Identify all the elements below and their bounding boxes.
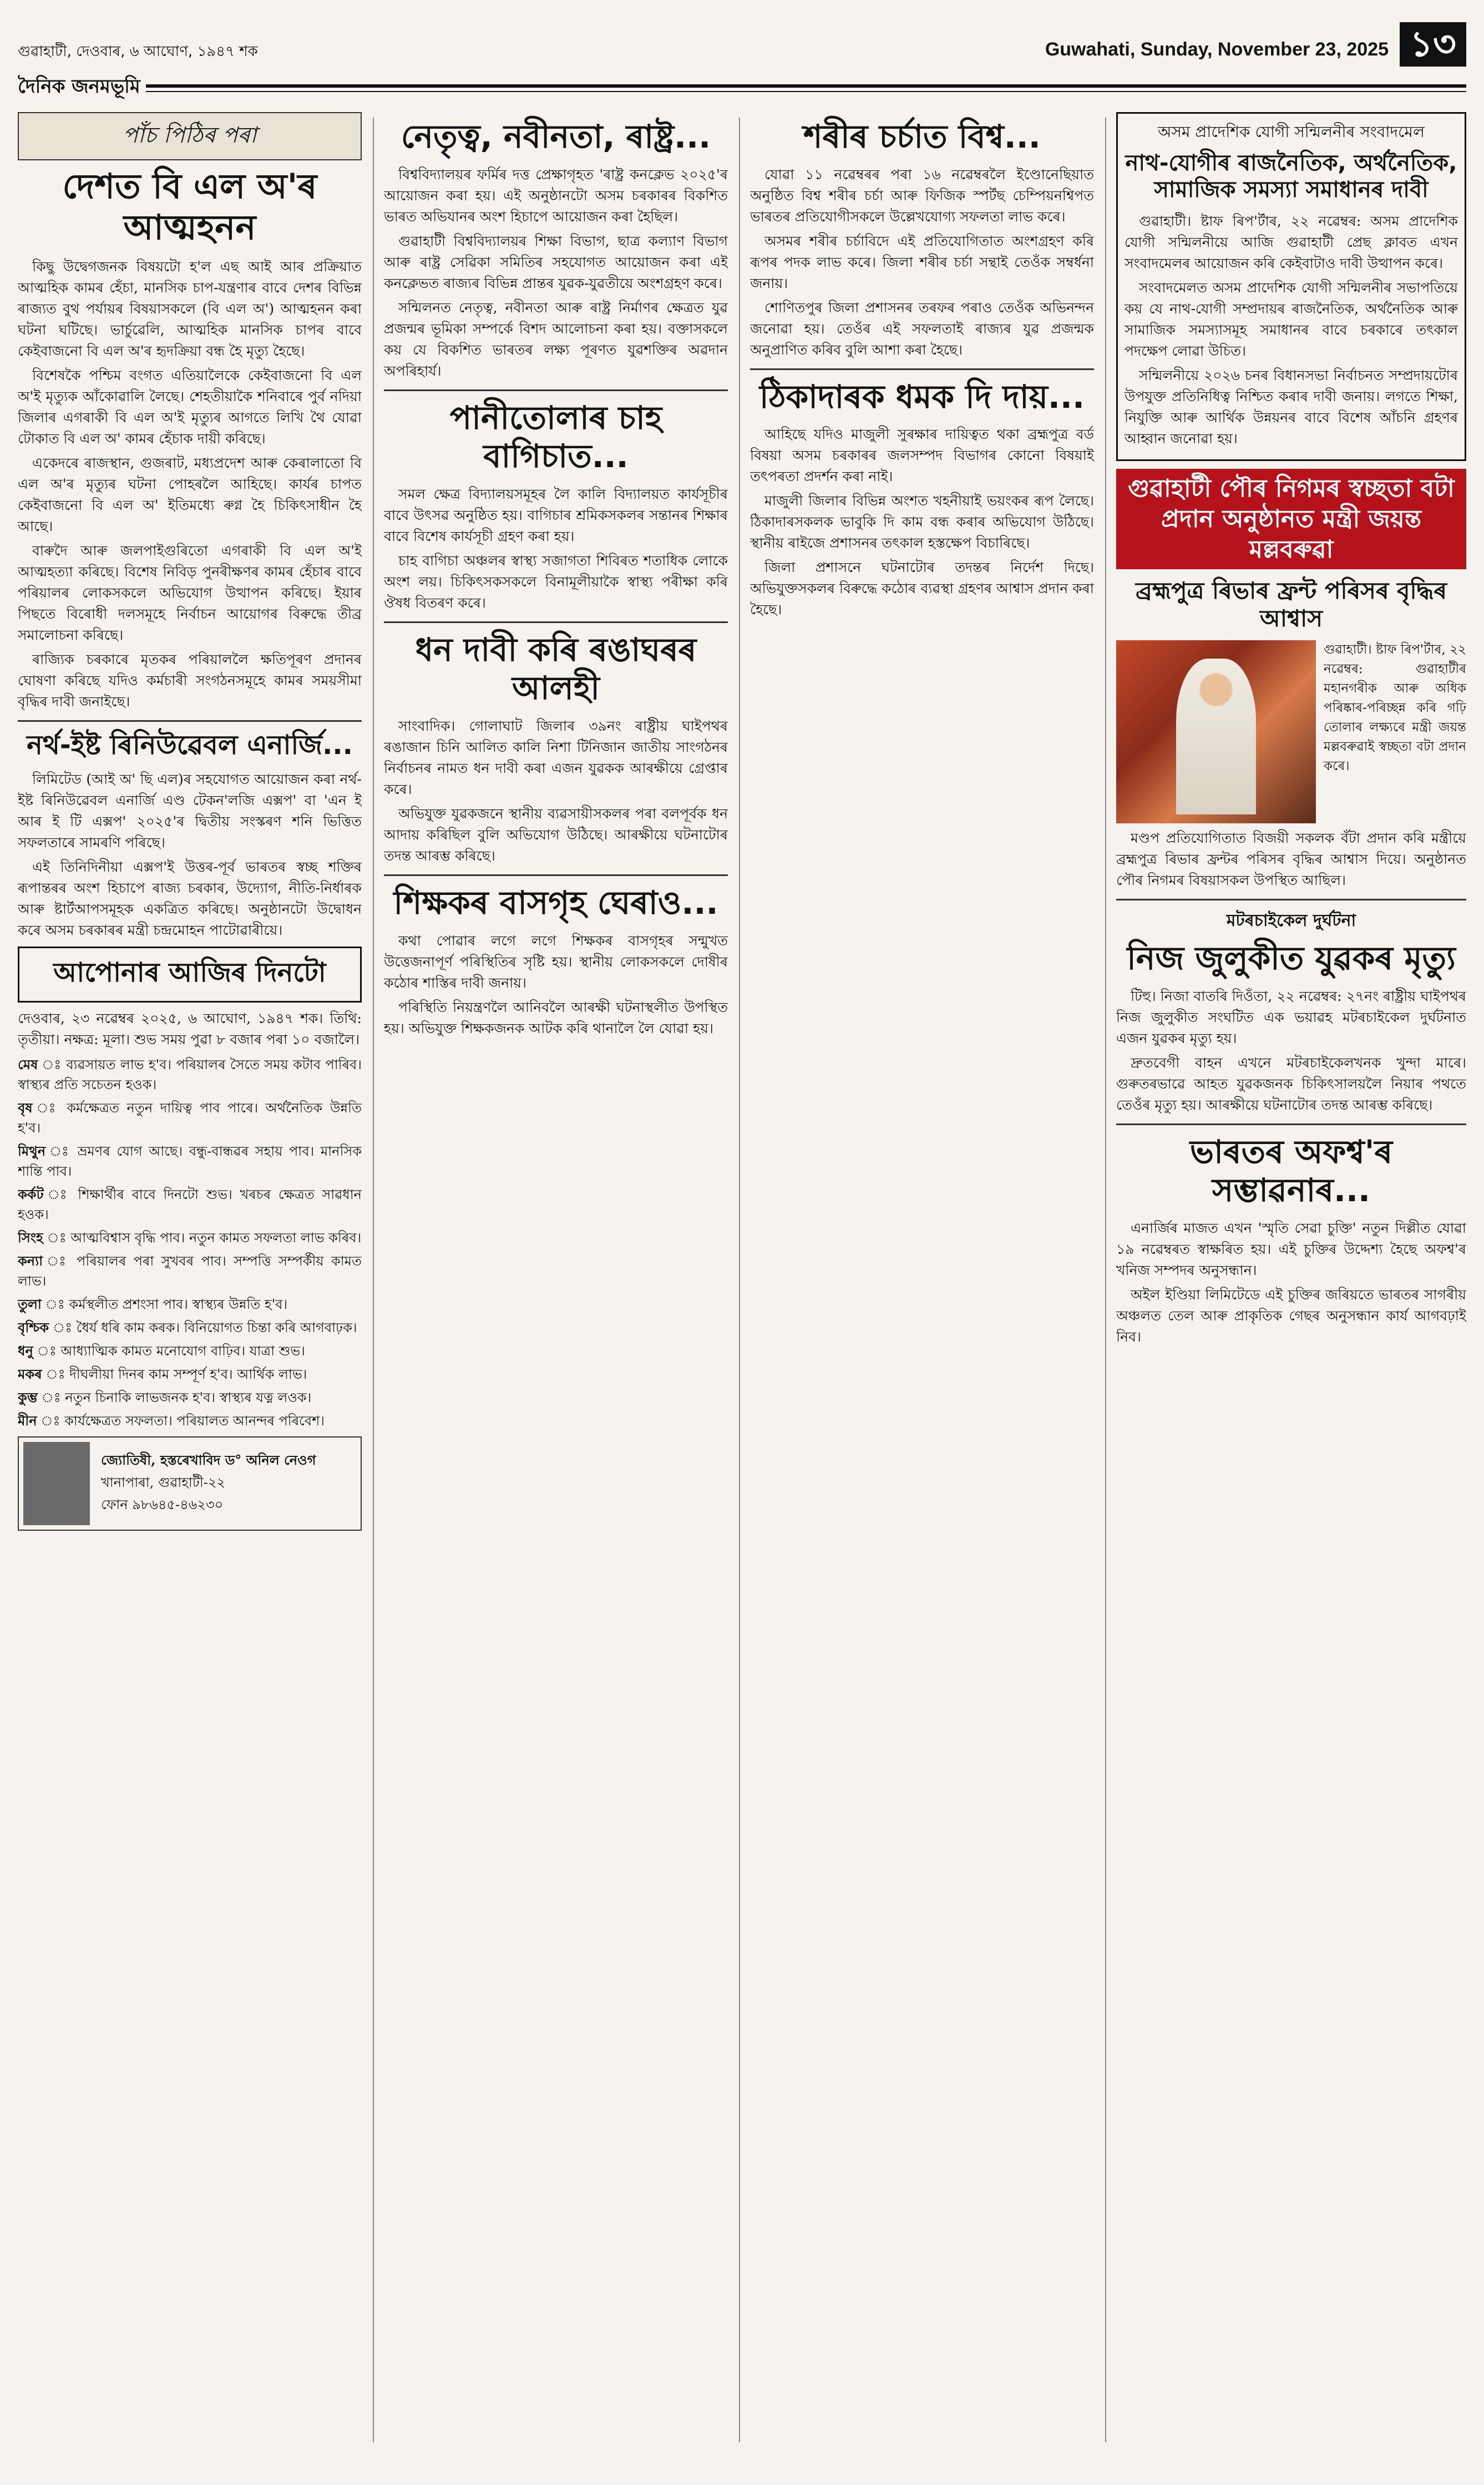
sign-text: ভ্ৰমণৰ যোগ আছে। বন্ধু-বান্ধৱৰ সহায় পাব। মানসিক শান্তি পাব। [18,1143,362,1180]
sign-name: মকৰ [18,1367,42,1383]
paragraph: ৰাজ্যিক চৰকাৰে মৃতকৰ পৰিয়াললৈ ক্ষতিপূৰণ প্ৰদানৰ ঘোষণা কৰিছে যদিও কৰ্মচাৰী সংগঠনসমূহে কামৰ সময়সীমা বৃদ্ধিৰ দাবী জনাইছে। [18,651,362,710]
sign-name: মীন [18,1413,37,1429]
page-number: ১৩ [1400,22,1466,67]
article-renewable-expo [18,769,362,941]
divider [384,874,728,876]
article-offshore [1116,1218,1466,1348]
paragraph: গুৱাহাটী। ষ্টাফ ৰিপ'ৰ্টাৰ, ২২ নৱেম্বৰ: অসম প্ৰাদেশিক যোগী সন্মিলনীয়ে আজি গুৱাহাটী প্ৰেছ ক্লাবত এখন সংবাদমেলৰ আয়োজন কৰি কেইবাটাও দাবী উত্থাপন কৰে। [1125,212,1458,271]
article-leadership [384,164,728,382]
astrologer-place: খানাপাৰা, গুৱাহাটী-২২ [101,1475,226,1491]
paragraph: এনাৰ্জিৰ মাজত এখন 'স্মৃতি সেৱা চুক্তি' নতুন দিল্লীত যোৱা ১৯ নৱেম্বৰত স্বাক্ষৰিত হয়। এই চুক্তিৰ উদ্দেশ্য হৈছে অফশ্ব'ৰ খনিজ সম্পদৰ অনুসন্ধান। [1116,1219,1466,1278]
horoscope-sign: বৃশ্চিক ঃ ধৈৰ্য ধৰি কাম কৰক। বিনিয়োগত চিন্তা কৰি আগবাঢ়ক। [18,1320,357,1336]
paragraph: বিশ্ববিদ্যালয়ৰ ফৰ্মিৰ দত্ত প্ৰেক্ষাগৃহত 'ৰাষ্ট্ৰ কনক্লেভ ২০২৫'ৰ আয়োজন কৰা হয়। এই অনুষ্ঠানটো অসম চৰকাৰৰ বিকশিত ভাৰত অভিযানৰ অংশ হিচাপে আয়োজন কৰা হৈছিল। [384,166,728,225]
headline-leadership: নেতৃত্ব, নবীনতা, ৰাষ্ট্ৰ... [401,118,711,155]
divider [18,720,362,722]
paragraph: চাহ বাগিচা অঞ্চলৰ স্বাস্থ্য সজাগতা শিবিৰত শতাধিক লোকে অংশ লয়। চিকিৎসকসকলে বিনামূলীয়াকৈ স্বাস্থ্য পৰীক্ষা কৰি ঔষধ বিতৰণ কৰে। [384,552,728,611]
headline-extortion: ধন দাবী কৰি ৰঙাঘৰৰ আলহী [415,630,697,707]
masthead [18,18,1466,107]
paragraph: লিমিটেড (আই অ' ছি এল)ৰ সহযোগত আয়োজন কৰা নৰ্থ-ইষ্ট ৰিনিউৱেবল এনাৰ্জি এণ্ড টেকন'লজি এক্সপ' বা 'এন ই আৰ ই টি এক্সপ' ২০২৫'ৰ দ্বিতীয় সংস্কৰণ শনি ভিত্তিত সফলতাৰে সামৰণি পৰিছে। [18,771,362,851]
column-4 [1116,112,1466,2448]
horoscope-sign: তুলা ঃ কৰ্মস্থলীত প্ৰশংসা পাব। স্বাস্থ্যৰ উন্নতি হ'ব। [18,1297,288,1313]
divider [1116,1123,1466,1125]
column-separator [739,118,740,2442]
headline-teacher-gherao: শিক্ষকৰ বাসগৃহ ঘেৰাও... [393,883,718,922]
paragraph: অভিযুক্ত যুৱকজনে স্থানীয় ব্যৱসায়ীসকলৰ পৰা বলপূৰ্বক ধন আদায় কৰিছিল বুলি অভিযোগ উঠিছে। আৰক্ষীয়ে ঘটনাটোৰ তদন্ত আৰম্ভ কৰিছে। [384,805,728,864]
paragraph: এই তিনিদিনীয়া এক্সপ'ই উত্তৰ-পূৰ্ব ভাৰতৰ স্বচ্ছ শক্তিৰ ৰূপান্তৰৰ অংশ হিচাপে ৰাজ্য চৰকাৰ, উদ্যোগ, নীতি-নিৰ্ধাৰক আৰু ষ্টাৰ্টআপসমূহক একত্ৰিত কৰিছে। অনুষ্ঠানটো উদ্বোধন কৰে অসম চৰকাৰৰ মন্ত্ৰী চন্দ্ৰমোহন পাটোৱাৰীয়ে। [18,859,362,939]
horoscope-sign: মিথুন ঃ ভ্ৰমণৰ যোগ আছে। বন্ধু-বান্ধৱৰ সহায় পাব। মানসিক শান্তি পাব। [18,1143,362,1180]
paragraph: সংবাদমেলত অসম প্ৰাদেশিক যোগী সন্মিলনীৰ সভাপতিয়ে কয় যে নাথ-যোগী সম্প্ৰদায়ৰ ৰাজনৈতিক, অৰ্থনৈতিক আৰু সামাজিক সমস্যাসমূহ সমাধানৰ বাবে চৰকাৰে তৎকাল পদক্ষেপ লোৱা উচিত। [1125,279,1458,359]
paragraph: বিশেষকৈ পশ্চিম বংগত এতিয়ালৈকে কেইবাজনো বি এল অ'ই মৃত্যুক আঁকোৱালি লৈছে। শেহতীয়াকৈ শনিবাৰে পুৰ্ব নদিয়া জিলাৰ এগৰাকী বি এল অ'ই মৃত্যুৰ আগতে লিখি থৈ যোৱা টোকাত বি এল অ' কামৰ হেঁচাক দায়ী কৰিছে। [18,367,362,447]
column-2 [384,112,728,2448]
paragraph: শোণিতপুৰ জিলা প্ৰশাসনৰ তৰফৰ পৰাও তেওঁক অভিনন্দন জনোৱা হয়। তেওঁৰ এই সফলতাই ৰাজ্যৰ যুৱ প্ৰজন্মক অনুপ্ৰাণিত কৰিব বুলি আশা কৰা হৈছে। [750,299,1094,358]
sign-name: কুম্ভ [18,1390,38,1406]
astrologer-phone: ফোন ৯৮৬৪৫-৪৬২৩০ [101,1497,224,1513]
dateline-right: Guwahati, Sunday, November 23, 2025 [1045,39,1389,60]
horoscope-sign: ধনু ঃ আধ্যাত্মিক কামত মনোযোগ বাঢ়িব। যাত্ৰা শুভ। [18,1343,305,1359]
sign-name: মিথুন [18,1143,46,1160]
divider [1116,899,1466,900]
headline-nath-yogi: নাথ-যোগীৰ ৰাজনৈতিক, অৰ্থনৈতিক, সামাজিক সমস্যা সমাধানৰ দাবী [1125,150,1457,203]
masthead-rule [18,84,1466,88]
paragraph: টিহু। নিজা বাতৰি দিওঁতা, ২২ নৱেম্বৰ: ২৭নং ৰাষ্ট্ৰীয় ঘাইপথৰ নিজ জুলুকীত সংঘটিত এক ভয়াৱহ মটৰচাইকেল দুৰ্ঘটনাত এজন যুৱকৰ মৃত্যু হয়। [1116,988,1466,1046]
sign-text: নতুন চিনাকি লাভজনক হ'ব। স্বাস্থ্যৰ যত্ন লওক। [65,1390,312,1406]
paragraph: অসমৰ শৰীৰ চৰ্চাবিদে এই প্ৰতিযোগিতাত অংশগ্ৰহণ কৰি ৰূপৰ পদক লাভ কৰে। জিলা শৰীৰ চৰ্চা সন্থাই তেওঁক সম্বৰ্ধনা জনায়। [750,232,1094,291]
masthead-rule-thin [18,91,1466,92]
astrologer-details [101,1450,316,1517]
sign-text: ব্যৱসায়ত লাভ হ'ব। পৰিয়ালৰ সৈতে সময় কটাব পাৰিব। স্বাস্থ্যৰ প্ৰতি সচেতন হওক। [18,1057,362,1093]
minister-photo [1116,640,1316,823]
sign-name: সিংহ [18,1230,43,1246]
column-separator [373,118,374,2442]
red-banner-headline: গুৱাহাটী পৌৰ নিগমৰ স্বচ্ছতা বটা প্ৰদান অনুষ্ঠানত মন্ত্ৰী জয়ন্ত মল্লবৰুৱা [1116,469,1466,569]
divider [750,368,1094,370]
article-extortion [384,716,728,867]
paragraph: সন্মিলনীয়ে ২০২৬ চনৰ বিধানসভা নিৰ্বাচনত সম্প্ৰদায়টোৰ উপযুক্ত প্ৰতিনিধিত্ব নিশ্চিত কৰাৰ দাবী জনায়। লগতে শিক্ষা, নিযুক্তি আৰু আৰ্থিক উন্নয়নৰ বাবে বিশেষ আঁচনি গ্ৰহণৰ আহ্বান জনোৱা হয়। [1125,367,1458,447]
dateline-left: গুৱাহাটী, দেওবাৰ, ৬ আঘোণ, ১৯৪৭ শক [18,43,258,60]
sign-text: আত্মবিশ্বাস বৃদ্ধি পাব। নতুন কামত সফলতা লাভ কৰিব। [70,1230,362,1246]
horoscope-sign: মেষ ঃ ব্যৱসায়ত লাভ হ'ব। পৰিয়ালৰ সৈতে সময় কটাব পাৰিব। স্বাস্থ্যৰ প্ৰতি সচেতন হওক। [18,1057,362,1093]
horoscope-sign: বৃষ ঃ কৰ্মক্ষেত্ৰত নতুন দায়িত্ব পাব পাৰে। অৰ্থনৈতিক উন্নতি হ'ব। [18,1100,362,1136]
headline-bodybuilding: শৰীৰ চৰ্চাত বিশ্ব... [803,118,1041,155]
headline-offshore: ভাৰতৰ অফশ্ব'ৰ সম্ভাৱনাৰ... [1189,1132,1393,1209]
divider [384,389,728,391]
horoscope-sign: কুম্ভ ঃ নতুন চিনাকি লাভজনক হ'ব। স্বাস্থ্যৰ যত্ন লওক। [18,1390,312,1406]
sign-text: কৰ্মক্ষেত্ৰত নতুন দায়িত্ব পাব পাৰে। অৰ্থনৈতিক উন্নতি হ'ব। [18,1100,362,1136]
column-separator [1105,118,1106,2442]
sign-name: মেষ [18,1057,38,1073]
article-accident [1116,986,1466,1116]
paragraph: মণ্ডপ প্ৰতিযোগিতাত বিজয়ী সকলক বঁটা প্ৰদান কৰি মন্ত্ৰীয়ে ব্ৰহ্মপুত্ৰ ৰিভাৰ ফ্ৰন্টৰ পৰিসৰ বৃদ্ধিৰ আশ্বাস দিয়ে। অনুষ্ঠানত পৌৰ নিগমৰ বিষয়াসকল উপস্থিত আছিল। [1116,830,1466,889]
headline-contractor: ঠিকাদাৰক ধমক দি দায়... [759,377,1085,416]
sign-text: কৰ্মস্থলীত প্ৰশংসা পাব। স্বাস্থ্যৰ উন্নতি হ'ব। [69,1297,288,1313]
sign-text: আধ্যাত্মিক কামত মনোযোগ বাঢ়িব। যাত্ৰা শুভ। [60,1343,305,1359]
minister-figure [1176,659,1256,814]
sign-name: তুলা [18,1297,42,1313]
newspaper-page [18,18,1466,2449]
sign-name: বৃশ্চিক [18,1320,49,1336]
paragraph: সন্মিলনত নেতৃত্ব, নবীনতা আৰু ৰাষ্ট্ৰ নিৰ্মাণৰ ক্ষেত্ৰত যুৱ প্ৰজন্মৰ ভূমিকা সম্পৰ্কে বিশদ আলোচনা কৰা হয়। বক্তাসকলে কয় যে বিকশিত ভাৰতৰ লক্ষ্য পূৰণত যুৱশক্তিৰ অৱদান অপৰিহাৰ্য। [384,299,728,379]
sign-name: বৃষ [18,1100,33,1116]
article-contractor [750,424,1094,620]
yogi-sanmilani-box [1116,112,1466,461]
box-intro: অসম প্ৰাদেশিক যোগী সন্মিলনীৰ সংবাদমেল [1158,123,1425,141]
sign-name: কৰ্কট [18,1187,44,1203]
kicker-accident: মটৰচাইকেল দুৰ্ঘটনা [1226,911,1356,931]
column-1 [18,112,362,2448]
headline-riverfront: ব্ৰহ্মপুত্ৰ ৰিভাৰ ফ্ৰন্ট পৰিসৰ বৃদ্ধিৰ আশ্বাস [1135,576,1447,632]
horoscope-sign: কন্যা ঃ পৰিয়ালৰ পৰা সুখবৰ পাব। সম্পত্তি সম্পৰ্কীয় কামত লাভ। [18,1253,362,1289]
headline-renewable-expo: নৰ্থ-ইষ্ট ৰিনিউৱেবল এনাৰ্জি... [27,729,353,761]
sign-text: দীঘলীয়া দিনৰ কাম সম্পূৰ্ণ হ'ব। আৰ্থিক লাভ। [69,1367,307,1383]
paragraph: কথা পোৱাৰ লগে লগে শিক্ষকৰ বাসগৃহৰ সন্মুখত উত্তেজনাপূৰ্ণ পৰিস্থিতিৰ সৃষ্টি হয়। স্থানীয় লোকসকলে দোষীৰ কঠোৰ শাস্তিৰ দাবী জনায়। [384,932,728,991]
sign-name: কন্যা [18,1253,43,1269]
divider [384,621,728,623]
headline-tea-garden: পানীতোলাৰ চাহ বাগিচাত... [449,398,662,475]
sign-text: কাৰ্যক্ষেত্ৰত সফলতা। পৰিয়ালত আনন্দৰ পৰিবেশ। [64,1413,325,1429]
paragraph: অইল ইণ্ডিয়া লিমিটেডে এই চুক্তিৰ জৰিয়তে ভাৰতৰ সাগৰীয় অঞ্চলত তেল আৰু প্ৰাকৃতিক গেছৰ অনুসন্ধান কাৰ্য আগবঢ়াই নিব। [1116,1286,1466,1345]
headline-accident: নিজ জুলুকীত যুৱকৰ মৃত্যু [1127,939,1456,977]
headline-blo-suicide: দেশত বি এল অ'ৰ আত্মহনন [62,166,317,248]
paragraph: সাংবাদিক। গোলাঘাট জিলাৰ ৩৯নং ৰাষ্ট্ৰীয় ঘাইপথৰ ৰঙাজান চিনি আলিত কালি নিশা টিনিজান জাতীয় সাংগঠনৰ নিৰ্বাচনৰ নামত ধন দাবী কৰা এজন যুৱকক আৰক্ষীয়ে গ্ৰেপ্তাৰ কৰে। [384,717,728,797]
article-teacher-gherao [384,930,728,1039]
paragraph: আহিছে যদিও মাজুলী সুৰক্ষাৰ দায়িত্বত থকা ব্ৰহ্মপুত্ৰ বৰ্ড বিষয়া অসম চৰকাৰৰ জলসম্পদ বিভাগৰ কোনো বিষয়াই তৎপৰতা প্ৰদৰ্শন কৰা নাই। [750,426,1094,485]
paragraph: জিলা প্ৰশাসনে ঘটনাটোৰ তদন্তৰ নিৰ্দেশ দিছে। অভিযুক্তসকলৰ বিৰুদ্ধে কঠোৰ ব্যৱস্থা গ্ৰহণৰ আশ্বাস প্ৰদান কৰা হৈছে। [750,559,1094,618]
horoscope-sign: মকৰ ঃ দীঘলীয়া দিনৰ কাম সম্পূৰ্ণ হ'ব। আৰ্থিক লাভ। [18,1367,307,1383]
article-riverfront [1116,828,1466,891]
riverfront-article [1116,640,1466,823]
paragraph: যোৱা ১১ নৱেম্বৰৰ পৰা ১৬ নৱেম্বৰলৈ ইণ্ডোনেছিয়াত অনুষ্ঠিত বিশ্ব শৰীৰ চৰ্চা আৰু ফিজিক স্পৰ্টছ চেম্পিয়নশ্বিপত ভাৰতৰ প্ৰতিযোগীসকলে উল্লেখযোগ্য সফলতা লাভ কৰে। [750,166,1094,225]
sign-text: ধৈৰ্য ধৰি কাম কৰক। বিনিয়োগত চিন্তা কৰি আগবাঢ়ক। [76,1320,357,1336]
paragraph: মাজুলী জিলাৰ বিভিন্ন অংশত খহনীয়াই ভয়ংকৰ ৰূপ লৈছে। ঠিকাদাৰসকলক ভাবুকি দি কাম বন্ধ কৰাৰ অভিযোগ উঠিছে। স্থানীয় ৰাইজে প্ৰশাসনৰ তৎকাল হস্তক্ষেপ বিচাৰিছে। [750,493,1094,551]
paper-name: দৈনিক জনমভূমি [18,72,146,104]
astrologer-box [18,1436,362,1531]
sign-text: শিক্ষাৰ্থীৰ বাবে দিনটো শুভ। খৰচৰ ক্ষেত্ৰত সাৱধান হওক। [18,1187,362,1223]
horoscope-sign: কৰ্কট ঃ শিক্ষাৰ্থীৰ বাবে দিনটো শুভ। খৰচৰ ক্ষেত্ৰত সাৱধান হওক। [18,1187,362,1223]
sign-name: ধনু [18,1343,33,1359]
article-tea-garden [384,484,728,614]
article-blo-suicide [18,256,362,712]
article-riverfront-lead: গুৱাহাটী। ষ্টাফ ৰিপ'ৰ্টাৰ, ২২ নৱেম্বৰ: গুৱাহাটীৰ মহানগৰীক আৰু অধিক পৰিষ্কাৰ-পৰিচ্ছন্ন কৰি গঢ়ি তোলাৰ লক্ষ্যৰে মন্ত্ৰী জয়ন্ত মল্লবৰুৱাই স্বচ্ছতা বটা প্ৰদান কৰে। [1324,642,1466,774]
horoscope-sign: মীন ঃ কাৰ্যক্ষেত্ৰত সফলতা। পৰিয়ালত আনন্দৰ পৰিবেশ। [18,1413,325,1429]
horoscope-title: আপোনাৰ আজিৰ দিনটো [18,947,362,1003]
article-bodybuilding [750,164,1094,361]
astrologer-photo [23,1442,90,1525]
continued-kicker: পাঁচ পিঠিৰ পৰা [18,112,362,160]
article-nath-yogi [1125,211,1458,449]
paragraph: গুৱাহাটী বিশ্ববিদ্যালয়ৰ শিক্ষা বিভাগ, ছাত্ৰ কল্যাণ বিভাগ আৰু ৰাষ্ট্ৰ সেৱিকা সমিতিৰ সহযোগত আয়োজন কৰা এই কনক্লেভত ৰাজ্যৰ বিভিন্ন প্ৰান্তৰ যুৱক-যুৱতীয়ে অংশগ্ৰহণ কৰে। [384,232,728,291]
astrologer-name: জ্যোতিষী, হস্তৰেখাবিদ ড° অনিল নেওগ [101,1452,316,1469]
paragraph: সমল ক্ষেত্ৰ বিদ্যালয়সমূহৰ লৈ কালি বিদ্যালয়ত কাৰ্যসূচীৰ বাবে উৎসৱ অনুষ্ঠিত হয়। বাগিচাৰ শ্ৰমিকসকলৰ সন্তানৰ শিক্ষাৰ বাবে বিশেষ কাৰ্যসূচী গ্ৰহণ কৰা হয়। [384,485,728,544]
horoscope-list [18,1055,362,1431]
paragraph: বাৰুদৈ আৰু জলপাইগুৰিতো এগৰাকী বি এল অ'ই আত্মহত্যা কৰিছে। বিশেষ নিবিড় পুনৰীক্ষণৰ কামৰ হেঁচাৰ বাবে পৰিয়ালৰ লোকসকলে অভিযোগ উত্থাপন কৰিছে। ইয়াৰ পিছতে বিৰোধী দলসমূহে নিৰ্বাচন আয়োগৰ বিৰুদ্ধে তীব্ৰ সমালোচনা কৰিছে। [18,542,362,643]
paragraph: একেদৰে ৰাজস্থান, গুজৰাট, মধ্যপ্ৰদেশ আৰু কেৰালাতো বি এল অ'ৰ মৃত্যুৰ ঘটনা পোহৰলৈ আহিছে। কাৰ্যৰ চাপত কেইবাজনো বি এল অ' ইতিমধ্যে ৰুগ্ন হৈ চিকিৎসাধীন হৈ আছে। [18,454,362,534]
horoscope-intro: দেওবাৰ, ২৩ নৱেম্বৰ ২০২৫, ৬ আঘোণ, ১৯৪৭ শক। তিথি: তৃতীয়া। নক্ষত্ৰ: মূলা। শুভ সময় পুৱা ৮ বজাৰ পৰা ১০ বজালৈ। [18,1010,362,1048]
sign-text: পৰিয়ালৰ পৰা সুখবৰ পাব। সম্পত্তি সম্পৰ্কীয় কামত লাভ। [18,1253,362,1289]
paragraph: দ্ৰুতবেগী বাহন এখনে মটৰচাইকেলখনক খুন্দা মাৰে। গুৰুতৰভাৱে আহত যুৱকজনক চিকিৎসালয়লৈ নিয়াৰ পথতে তেওঁৰ মৃত্যু হয়। আৰক্ষীয়ে ঘটনাটোৰ তদন্ত আৰম্ভ কৰিছে। [1116,1054,1466,1113]
horoscope-sign: সিংহ ঃ আত্মবিশ্বাস বৃদ্ধি পাব। নতুন কামত সফলতা লাভ কৰিব। [18,1230,362,1246]
paragraph: পৰিস্থিতি নিয়ন্ত্ৰণলৈ আনিবলৈ আৰক্ষী ঘটনাস্থলীত উপস্থিত হয়। অভিযুক্ত শিক্ষকজনক আটক কৰি থানালৈ লৈ যোৱা হয়। [384,999,728,1036]
column-3 [750,112,1094,2448]
paragraph: কিছু উদ্বেগজনক বিষয়টো হ'ল এছ আই আৰ প্ৰক্ৰিয়াত আত্মহিক কামৰ হেঁচা, মানসিক চাপ-যন্ত্ৰণাৰ বাবে দেশৰ বিভিন্ন ৰাজ্যত বুথ পৰ্যায়ৰ বিষয়াসকলে (বি এল অ') আত্মহনন কৰা ঘটনা ঘটিছে। ভাৰ্চুৱেলি, আত্মহিক মানসিক চাপৰ বাবে কেইবাজনো বি এল অ'ৰ হৃদক্ৰিয়া বন্ধ হৈ মৃত্যু হৈছে। [18,258,362,359]
